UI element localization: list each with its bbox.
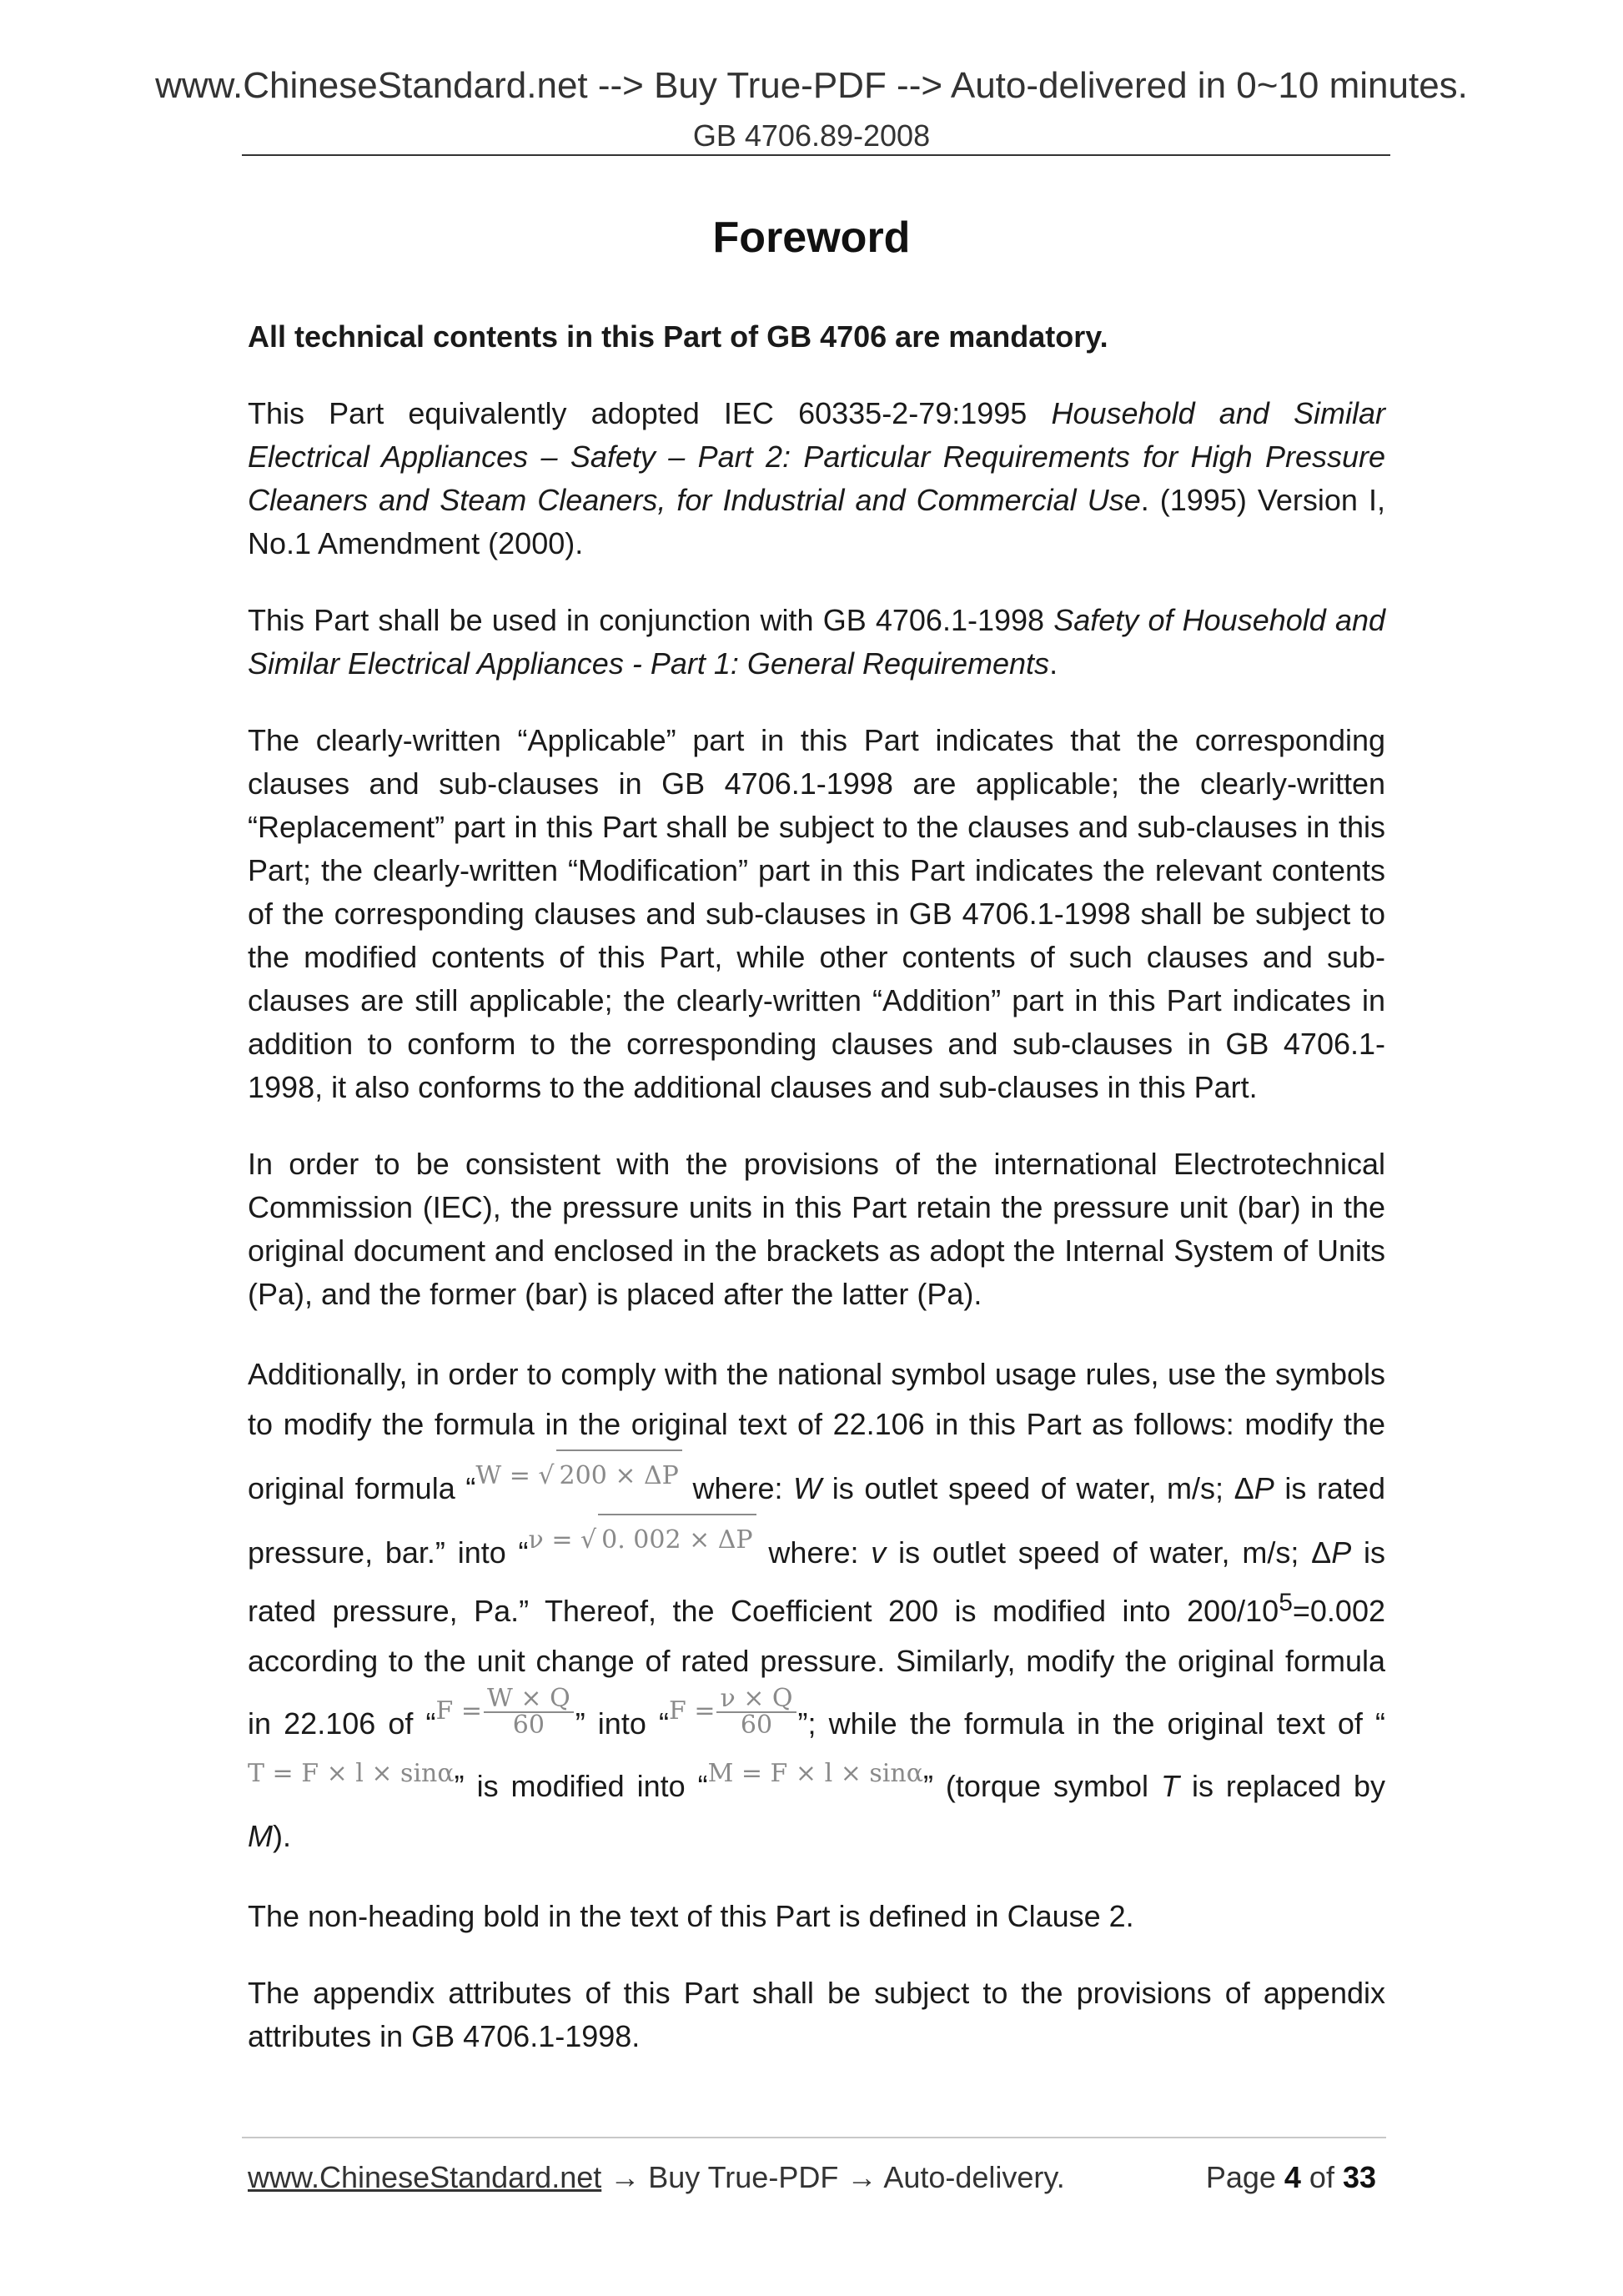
conjunction-paragraph (248, 599, 1385, 686)
page-label: Page (1205, 2160, 1284, 2194)
page-indicator (1206, 2160, 1376, 2195)
header-divider (242, 154, 1390, 156)
formula-text: where: (681, 1471, 794, 1505)
fraction-numerator: W × Q (484, 1686, 574, 1713)
formula-text: ” is modified into “ (454, 1769, 708, 1803)
fraction-numerator: ν × Q (716, 1686, 796, 1713)
formula-text: is outlet speed of water, m/s; Δ (886, 1535, 1332, 1570)
variable-t: T (1160, 1769, 1179, 1803)
pressure-units-paragraph: In order to be consistent with the provisions of the international Electrotechnical Commission (IEC), the pressure units in this Part retain the pressure unit (bar) in the original document and enclosed in the brackets as adopt the Internal System of Units (Pa), and the former (bar) is placed after the latter (Pa). (248, 1147, 1385, 1311)
formula-text: is outlet speed of water, m/s; Δ (822, 1471, 1254, 1505)
variable-p: P (1331, 1535, 1352, 1570)
page-number: 4 (1284, 2160, 1301, 2194)
formula-modification-paragraph (248, 1349, 1385, 1861)
sqrt-sign: √ (580, 1525, 597, 1555)
superscript-exponent: 5 (1279, 1589, 1293, 1616)
formula-original-force (436, 1686, 575, 1738)
formula-text: ”; while the formula in the original text of “ (797, 1706, 1385, 1741)
footer-site-link[interactable]: www.ChineseStandard.net (248, 2160, 602, 2194)
sqrt-sign: √ (538, 1461, 555, 1490)
appendix-attributes-paragraph: The appendix attributes of this Part shall be subject to the provisions of appendix attributes in GB 4706.1-1998. (248, 1976, 1385, 2053)
formula-lhs: W = (475, 1461, 530, 1490)
fraction (484, 1686, 574, 1738)
variable-m: M (248, 1819, 273, 1853)
conjunction-text-start: This Part shall be used in conjunction with GB 4706.1-1998 (248, 603, 1054, 637)
footer-promo-text: → Buy True-PDF → Auto-delivery. (601, 2160, 1065, 2194)
formula-modified-speed (529, 1514, 756, 1565)
gb-standard-title: Safety of Household and Similar Electrical Appliances - Part 1: General Requirements (248, 603, 1386, 681)
variable-w: W (793, 1471, 822, 1505)
variable-p: P (1254, 1471, 1274, 1505)
of-label: of (1300, 2160, 1343, 2194)
foreword-body (248, 315, 1385, 2092)
formula-text: is rated pressure, Pa.” Thereof, the Coefficient 200 is modified into 200/10 (248, 1535, 1386, 1628)
adoption-text-start: This Part equivalently adopted IEC 60335-2-79:1995 (248, 396, 1052, 430)
formula-text: is rated pressure, bar.” into “ (248, 1471, 1386, 1570)
formula-text: Additionally, in order to comply with the national symbol usage rules, use the symbols to modify the formula in the original text of 22.106 in this Part as follows: modify the original formula “ (248, 1357, 1385, 1505)
fraction-denominator: 60 (740, 1711, 773, 1740)
fraction (716, 1686, 796, 1738)
iec-standard-title: Household and Similar Electrical Appliances – Safety – Part 2: Particular Requirements for High Pressure Cleaners and Steam Cleaners, for Industrial and Commercial Use (248, 396, 1385, 517)
footer-divider (242, 2137, 1386, 2138)
formula-lhs: F = (435, 1696, 483, 1726)
formula-lhs: ν = (528, 1525, 573, 1555)
formula-text: ” into “ (575, 1706, 669, 1741)
page-total: 33 (1342, 2160, 1376, 2194)
formula-radicand: 0. 002 × ΔP (598, 1514, 756, 1565)
formula-modified-force (669, 1686, 798, 1738)
document-code: GB 4706.89-2008 (692, 118, 931, 153)
footer-promo (248, 2160, 1065, 2195)
formula-modified-torque: M = F × l × sinα (707, 1759, 923, 1788)
variable-v: v (871, 1535, 887, 1570)
formula-text: where: (756, 1535, 872, 1570)
formula-text: ” (torque symbol (922, 1769, 1161, 1803)
fraction-denominator: 60 (512, 1711, 545, 1740)
page-title: Foreword (712, 214, 911, 262)
formula-original-speed (475, 1449, 682, 1501)
adoption-paragraph (248, 392, 1385, 565)
formula-lhs: F = (668, 1696, 716, 1726)
clause-usage-paragraph: The clearly-written “Applicable” part in this Part indicates that the corresponding clauses and sub-clauses in GB 4706.1-1998 are applicable; the clearly-written “Replacement” part in this Part shall be subject to the clauses and sub-clauses in this Part; the clearly-written “Modification” part in this Part indicates the relevant contents of the corresponding clauses and sub-clauses in GB 4706.1-1998 shall be subject to the modified contents of this Part, while other contents of such clauses and sub-clauses are still applicable; the clearly-written “Addition” part in this Part indicates in addition to conform to the corresponding clauses and sub-clauses in GB 4706.1-1998, it also conforms to the additional clauses and sub-clauses in this Part. (248, 723, 1385, 1104)
adoption-text-end: . (1995) Version I, No.1 Amendment (2000). (248, 483, 1385, 560)
mandatory-statement: All technical contents in this Part of GB 4706 are mandatory. (248, 319, 1108, 354)
formula-text: is replaced by (1178, 1769, 1386, 1803)
formula-text: =0.002 according to the unit change of rated pressure. Similarly, modify the original formula in 22.106 of “ (248, 1594, 1385, 1741)
conjunction-text-end: . (1049, 646, 1058, 681)
header-banner: www.ChineseStandard.net --> Buy True-PDF --> Auto-delivered in 0~10 minutes. (155, 65, 1468, 106)
formula-radicand: 200 × ΔP (556, 1449, 682, 1501)
bold-definition-paragraph: The non-heading bold in the text of this Part is defined in Clause 2. (248, 1899, 1134, 1933)
formula-text: ). (273, 1819, 291, 1853)
formula-original-torque: T = F × l × sinα (248, 1759, 455, 1788)
